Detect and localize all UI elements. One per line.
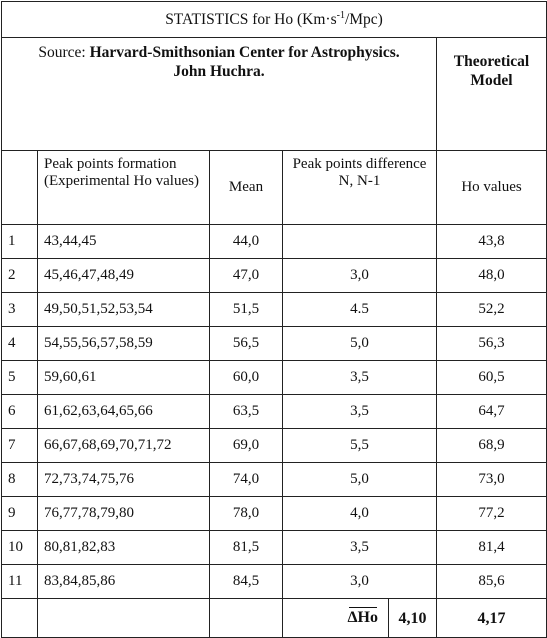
row-mean: 51,5: [210, 293, 283, 327]
row-ho-value: 77,2: [437, 497, 547, 531]
row-peak-points: 54,55,56,57,58,59: [38, 327, 210, 361]
table-row: [2, 565, 547, 599]
row-index: 4: [2, 327, 38, 361]
row-ho-value: 43,8: [437, 225, 547, 259]
row-index: 10: [2, 531, 38, 565]
source-label: Source:: [38, 44, 90, 61]
row-mean: 60,0: [210, 361, 283, 395]
row-ho-value: 73,0: [437, 463, 547, 497]
row-mean: 81,5: [210, 531, 283, 565]
summary-experimental-value: 4,10: [389, 599, 437, 638]
row-peak-points: 76,77,78,79,80: [38, 497, 210, 531]
row-mean: 44,0: [210, 225, 283, 259]
summary-row: [2, 599, 547, 638]
row-difference: 5,0: [283, 327, 437, 361]
table-row: [2, 327, 547, 361]
row-difference: 3,5: [283, 395, 437, 429]
row-ho-value: 52,2: [437, 293, 547, 327]
header-ho-values: Ho values: [437, 151, 547, 225]
table-row: [2, 259, 547, 293]
row-peak-points: 43,44,45: [38, 225, 210, 259]
row-index: 9: [2, 497, 38, 531]
row-difference: 5,5: [283, 429, 437, 463]
row-difference: 4,0: [283, 497, 437, 531]
row-peak-points: 59,60,61: [38, 361, 210, 395]
header-difference: Peak points difference N, N-1: [283, 151, 437, 225]
delta-ho-text: ΔHo: [347, 609, 378, 626]
row-difference: [283, 225, 437, 259]
title-suffix: /Mpc): [344, 11, 383, 28]
row-peak-points: 45,46,47,48,49: [38, 259, 210, 293]
row-peak-points: 61,62,63,64,65,66: [38, 395, 210, 429]
row-peak-points: 72,73,74,75,76: [38, 463, 210, 497]
summary-label-cell: [283, 599, 389, 638]
row-difference: 3,0: [283, 565, 437, 599]
row-mean: 78,0: [210, 497, 283, 531]
table-row: [2, 225, 547, 259]
row-difference: 5,0: [283, 463, 437, 497]
row-peak-points: 80,81,82,83: [38, 531, 210, 565]
summary-empty-index: [2, 599, 38, 638]
row-mean: 74,0: [210, 463, 283, 497]
row-index: 1: [2, 225, 38, 259]
row-mean: 63,5: [210, 395, 283, 429]
summary-theoretical-value: 4,17: [437, 599, 547, 638]
theoretical-model-label: Theoretical Model: [453, 53, 530, 89]
row-mean: 47,0: [210, 259, 283, 293]
row-mean: 84,5: [210, 565, 283, 599]
table-row: [2, 361, 547, 395]
header-index-empty: [2, 151, 38, 225]
row-ho-value: 60,5: [437, 361, 547, 395]
column-header-row: [2, 151, 547, 225]
table-row: [2, 531, 547, 565]
table-row: [2, 293, 547, 327]
source-person: John Huchra.: [173, 63, 265, 80]
table-row: [2, 395, 547, 429]
row-index: 6: [2, 395, 38, 429]
header-mean: Mean: [210, 151, 283, 225]
summary-empty-mean: [210, 599, 283, 638]
summary-empty-points: [38, 599, 210, 638]
statistics-table: [1, 1, 547, 638]
row-index: 11: [2, 565, 38, 599]
row-index: 8: [2, 463, 38, 497]
row-difference: 3,5: [283, 531, 437, 565]
table-title-row: [2, 2, 547, 38]
table-row: [2, 497, 547, 531]
row-ho-value: 56,3: [437, 327, 547, 361]
table-row: [2, 429, 547, 463]
row-mean: 56,5: [210, 327, 283, 361]
row-ho-value: 68,9: [437, 429, 547, 463]
source-cell: [2, 38, 437, 151]
row-index: 2: [2, 259, 38, 293]
row-mean: 69,0: [210, 429, 283, 463]
row-peak-points: 49,50,51,52,53,54: [38, 293, 210, 327]
row-difference: 4.5: [283, 293, 437, 327]
source-name: Harvard-Smithsonian Center for Astrophysics.: [89, 44, 400, 61]
table-row: [2, 463, 547, 497]
title-exponent: -1: [336, 9, 345, 21]
row-ho-value: 85,6: [437, 565, 547, 599]
row-ho-value: 64,7: [437, 395, 547, 429]
row-index: 3: [2, 293, 38, 327]
delta-ho-label: [348, 609, 378, 626]
row-index: 5: [2, 361, 38, 395]
header-formation: Peak points formation (Experimental Ho values): [38, 151, 210, 225]
title-prefix: STATISTICS for Ho (Km·s: [165, 11, 337, 28]
row-difference: 3,0: [283, 259, 437, 293]
table-title: [2, 2, 547, 38]
overline-mark: [349, 607, 377, 608]
row-ho-value: 81,4: [437, 531, 547, 565]
row-peak-points: 66,67,68,69,70,71,72: [38, 429, 210, 463]
row-ho-value: 48,0: [437, 259, 547, 293]
row-difference: 3,5: [283, 361, 437, 395]
row-index: 7: [2, 429, 38, 463]
source-row: [2, 38, 547, 151]
row-peak-points: 83,84,85,86: [38, 565, 210, 599]
theoretical-model-header: [437, 38, 547, 151]
